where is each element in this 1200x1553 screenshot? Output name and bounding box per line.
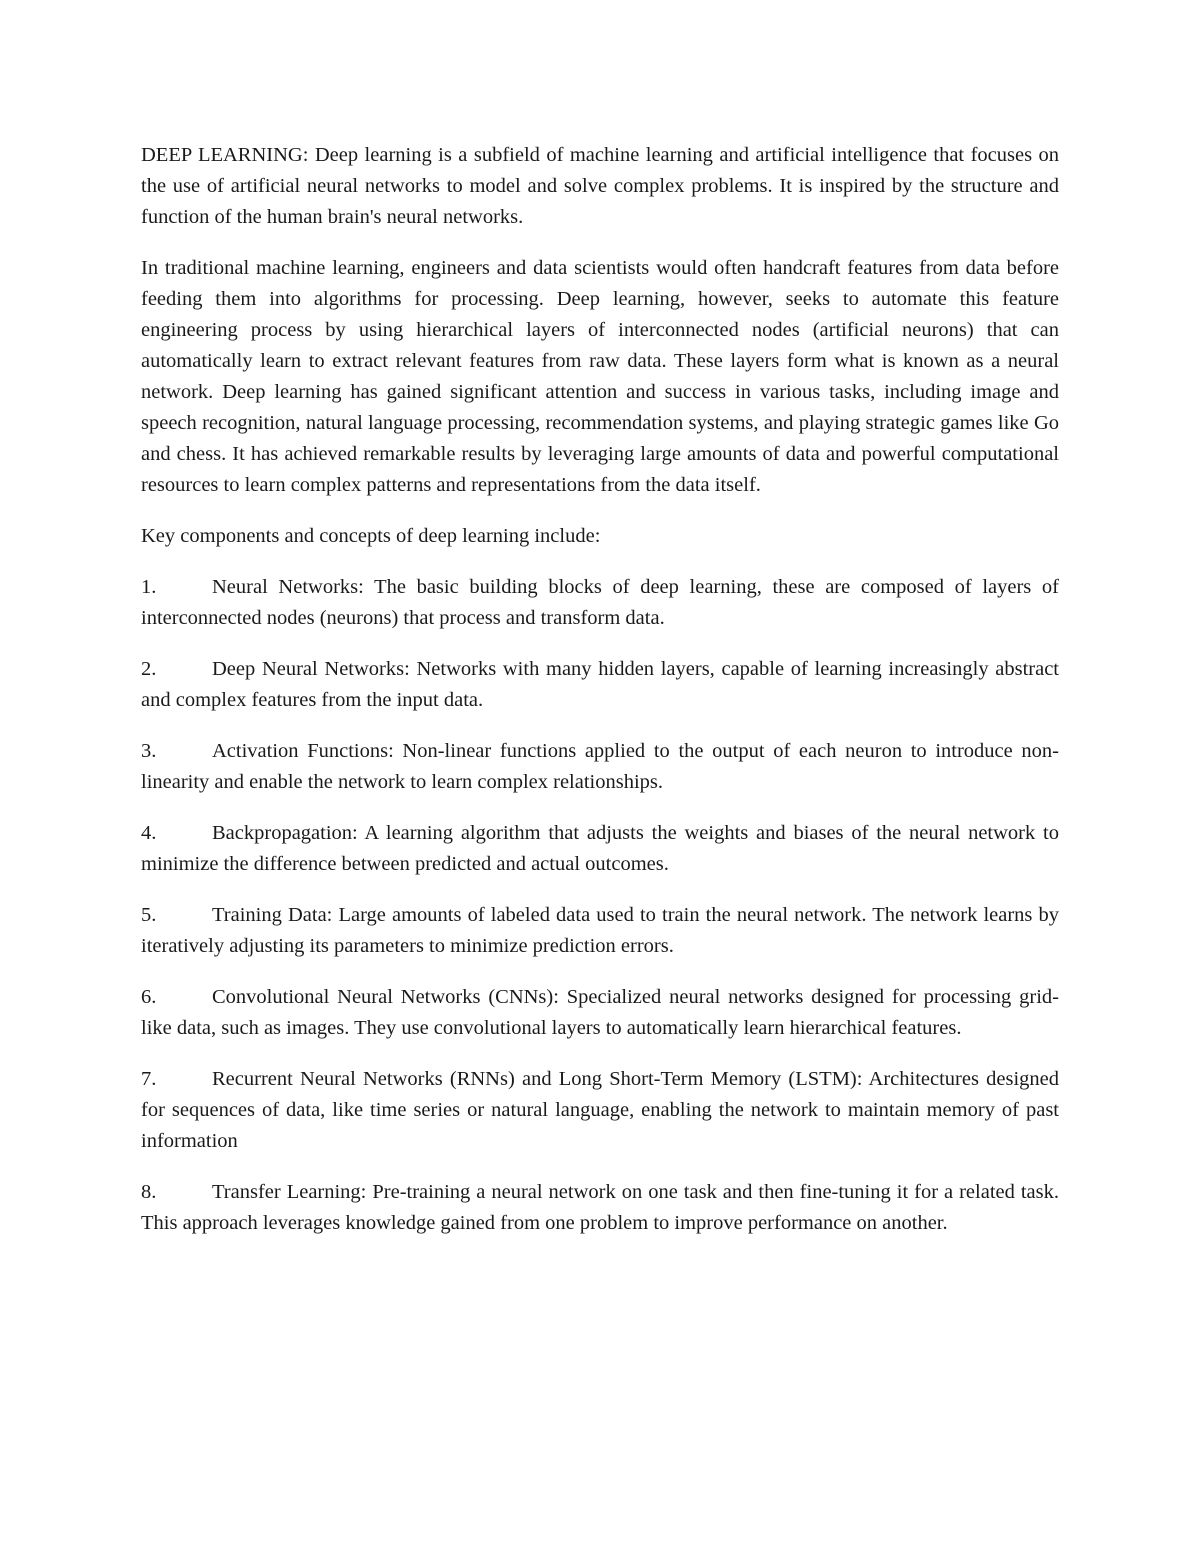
- list-number: 2.: [141, 658, 157, 680]
- list-number: 6.: [141, 986, 157, 1008]
- paragraph-key-components: Key components and concepts of deep learning include:: [141, 525, 601, 547]
- list-text: Recurrent Neural Networks (RNNs) and Long Short-Term Memory (LSTM): Architectures designed for sequences of data, like time series or natural language, enabling the network to maintain memory of past information: [141, 1068, 1059, 1152]
- list-number: 1.: [141, 576, 157, 598]
- list-text: Activation Functions: Non-linear functions applied to the output of each neuron to introduce non-linearity and enable the network to learn complex relationships.: [141, 740, 1059, 793]
- list-item: [141, 1177, 1059, 1239]
- list-item: [141, 982, 1059, 1044]
- document-body: [141, 140, 1059, 1259]
- list-text: Deep Neural Networks: Networks with many hidden layers, capable of learning increasingly abstract and complex features from the input data.: [141, 658, 1059, 711]
- list-text: Convolutional Neural Networks (CNNs): Specialized neural networks designed for processing grid-like data, such as images. They use convolutional layers to automatically learn hierarchical features.: [141, 986, 1059, 1039]
- list-number: 4.: [141, 822, 157, 844]
- list-text: Transfer Learning: Pre-training a neural network on one task and then fine-tuning it for a related task. This approach leverages knowledge gained from one problem to improve performance on another.: [141, 1181, 1059, 1234]
- list-item: [141, 572, 1059, 634]
- paragraph-traditional-ml: In traditional machine learning, engineers and data scientists would often handcraft features from data before feeding them into algorithms for processing. Deep learning, however, seeks to automate this feature engineering process by using hierarchical layers of interconnected nodes (artificial neurons) that can automatically learn to extract relevant features from raw data. These layers form what is known as a neural network. Deep learning has gained significant attention and success in various tasks, including image and speech recognition, natural language processing, recommendation systems, and playing strategic games like Go and chess. It has achieved remarkable results by leveraging large amounts of data and powerful computational resources to learn complex patterns and representations from the data itself.: [141, 257, 1059, 496]
- list-item: [141, 654, 1059, 716]
- list-item: [141, 1064, 1059, 1157]
- list-number: 3.: [141, 740, 157, 762]
- list-number: 5.: [141, 904, 157, 926]
- list-item: [141, 736, 1059, 798]
- list-text: Neural Networks: The basic building blocks of deep learning, these are composed of layers of interconnected nodes (neurons) that process and transform data.: [141, 576, 1059, 629]
- paragraph-intro: DEEP LEARNING: Deep learning is a subfield of machine learning and artificial intelligence that focuses on the use of artificial neural networks to model and solve complex problems. It is inspired by the structure and function of the human brain's neural networks.: [141, 144, 1059, 228]
- list-text: Training Data: Large amounts of labeled data used to train the neural network. The network learns by iteratively adjusting its parameters to minimize prediction errors.: [141, 904, 1059, 957]
- list-item: [141, 818, 1059, 880]
- list-item: [141, 900, 1059, 962]
- list-number: 7.: [141, 1068, 157, 1090]
- list-text: Backpropagation: A learning algorithm that adjusts the weights and biases of the neural network to minimize the difference between predicted and actual outcomes.: [141, 822, 1059, 875]
- list-number: 8.: [141, 1181, 157, 1203]
